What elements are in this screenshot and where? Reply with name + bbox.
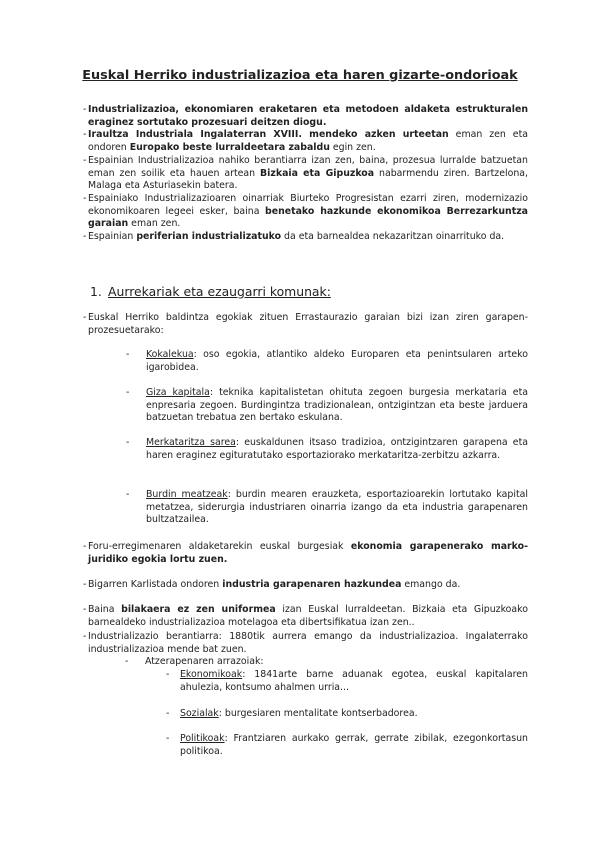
reason-text: : Frantziaren aurkako gerrak, gerrate zibilak, ezegonkortasun politikoa. bbox=[180, 733, 528, 757]
bullet: - bbox=[126, 437, 130, 448]
reason-label: Ekonomikoak bbox=[180, 669, 243, 680]
reason-label: Sozialak bbox=[180, 708, 219, 719]
karl-text-a: Bigarren Karlistada ondoren bbox=[88, 579, 223, 590]
bullet: - bbox=[83, 579, 87, 590]
bullet: - bbox=[166, 708, 170, 719]
karlistada-item bbox=[83, 579, 528, 592]
item-label: Burdin meatzeak bbox=[146, 489, 228, 500]
karl-text-b: emango da. bbox=[401, 579, 461, 590]
intro-2-bold-b: Europako beste lurraldeetara zabaldu bbox=[129, 141, 330, 153]
intro-4-text-a: Espainiako Industrializazioaren oinarriak Biurteko Progresistan ezarri ziren, modernizazio ekonomikoaren legeei esker, baina bbox=[88, 193, 528, 217]
reason-text: : 1841arte barne aduanak egotea, euskal kapitalaren ahulezia, kontsumo ahalmen urria... bbox=[180, 669, 528, 693]
intro-4-bold: benetako hazkunde ekonomikoa Berrezarkuntza garaian bbox=[88, 205, 528, 230]
section-lead-text: Euskal Herriko baldintza egokiak zituen Errastaurazio garaian bizi izan ziren garapen-prozesuetarako: bbox=[88, 312, 528, 336]
intro-4-text-b: eman zen. bbox=[128, 218, 181, 230]
section-title: Aurrekariak eta ezaugarri komunak: bbox=[108, 284, 331, 299]
atzerapen-item bbox=[125, 656, 264, 669]
list-item bbox=[126, 349, 528, 374]
intro-1-bold: Industrializazioa, ekonomiaren eraketaren eta metodoen aldaketa estrukturalen eraginez sortutako prozesuari deitzen diogu. bbox=[88, 104, 528, 128]
baina-text-b: izan Euskal lurraldeetan. Bizkaia eta Gipuzkoako barnealdeko industrializazioa motelagoa eta dibertsifikatua izan zen.. bbox=[88, 604, 528, 628]
intro-item-2 bbox=[83, 129, 528, 154]
list-item bbox=[126, 437, 528, 462]
baina-bold: bilakaera ez zen uniformea bbox=[121, 604, 276, 615]
item-text: : teknika kapitalistetan ohituta zegoen burgesia merkataria eta enpresaria zegoen. Burdingintza tradizionalean, ontzigintzan eta beste jarduera batzuetan trebatua zen bertako eskulana. bbox=[146, 387, 528, 424]
item-label: Giza kapitala bbox=[146, 387, 210, 398]
bullet: - bbox=[83, 312, 87, 323]
bullet: - bbox=[126, 349, 130, 360]
intro-item-3 bbox=[83, 155, 528, 193]
intro-3-text-a: Espainian Industrializazioa nahiko berantiarra izan zen, baina, prozesua lurralde batzuetan eman zen soilik eta hauen artean bbox=[88, 155, 528, 179]
reason-item bbox=[166, 669, 528, 694]
foru-item bbox=[83, 541, 528, 566]
bullet: - bbox=[83, 231, 87, 242]
item-label: Merkataritza sarea bbox=[146, 437, 236, 448]
section-lead bbox=[83, 312, 528, 337]
section-heading bbox=[90, 284, 331, 299]
bullet: - bbox=[83, 129, 87, 140]
atzerapen-text: Atzerapenaren arrazoiak: bbox=[145, 656, 264, 667]
bullet: - bbox=[125, 656, 129, 667]
bullet: - bbox=[83, 104, 87, 115]
intro-3-text-b: nabarmendu ziren. Bartzelona, Malaga eta Asturiasekin batera. bbox=[88, 167, 528, 192]
bullet: - bbox=[83, 193, 87, 204]
berantiarra-item bbox=[83, 631, 528, 656]
bullet: - bbox=[83, 541, 87, 552]
page-title: Euskal Herriko industrializazioa eta haren gizarte-ondorioak bbox=[82, 68, 518, 83]
bullet: - bbox=[126, 387, 130, 398]
section-number: 1. bbox=[90, 284, 102, 299]
item-label: Kokalekua bbox=[146, 349, 194, 360]
berantiarra-text: Industrializazio berantiarra: 1880tik aurrera emango da industrializazioa. Ingalaterrako industrializazioa mende bat zuen. bbox=[88, 631, 528, 655]
baina-text-a: Baina bbox=[88, 604, 122, 615]
item-text: : euskaldunen itsaso tradizioa, ontzigintzaren garapena eta haren eraginez egituratutako esportaziorako merkataritza-zerbitzu azkarra. bbox=[146, 437, 528, 461]
bullet: - bbox=[83, 604, 87, 615]
item-text: : burdin mearen erauzketa, esportazioarekin lortutako kapital metatzea, siderurgia industriaren oinarria izango da eta industria garapenaren bultzatzailea. bbox=[146, 489, 528, 526]
reason-item bbox=[166, 708, 528, 721]
bullet: - bbox=[83, 155, 87, 166]
bullet: - bbox=[83, 631, 87, 642]
intro-5-bold: periferian industrializatuko bbox=[136, 231, 282, 242]
list-item bbox=[126, 387, 528, 425]
reason-item bbox=[166, 733, 528, 758]
foru-bold: ekonomia garapenerako marko-juridiko egokia lortu zuen. bbox=[88, 541, 528, 565]
intro-item-4 bbox=[83, 193, 528, 231]
baina-item bbox=[83, 604, 528, 629]
bullet: - bbox=[166, 733, 170, 744]
intro-5-text-b: da eta barnealdea nekazaritzan oinarrituko da. bbox=[281, 231, 505, 242]
reason-label: Politikoak bbox=[180, 733, 225, 744]
list-item bbox=[126, 489, 528, 527]
intro-2-bold-a: Iraultza Industriala Ingalaterran XVIII. mendeko azken urteetan bbox=[88, 129, 449, 140]
intro-5-text-a: Espainian bbox=[88, 231, 137, 242]
intro-2-text-b: egin zen. bbox=[329, 141, 376, 153]
bullet: - bbox=[166, 669, 170, 680]
item-text: : oso egokia, atlantiko aldeko Europaren eta penintsularen arteko igarobidea. bbox=[146, 349, 528, 373]
intro-3-bold: Bizkaia eta Gipuzkoa bbox=[260, 167, 375, 179]
intro-item-5 bbox=[83, 231, 528, 244]
bullet: - bbox=[126, 489, 130, 500]
reason-text: : burgesiaren mentalitate kontserbadorea. bbox=[218, 708, 418, 719]
intro-2-text-a: eman zen eta ondoren bbox=[88, 129, 528, 153]
intro-item-1 bbox=[83, 104, 528, 129]
foru-text: Foru-erregimenaren aldaketarekin euskal burgesiak bbox=[88, 541, 351, 552]
karl-bold: industria garapenaren hazkundea bbox=[222, 579, 402, 590]
